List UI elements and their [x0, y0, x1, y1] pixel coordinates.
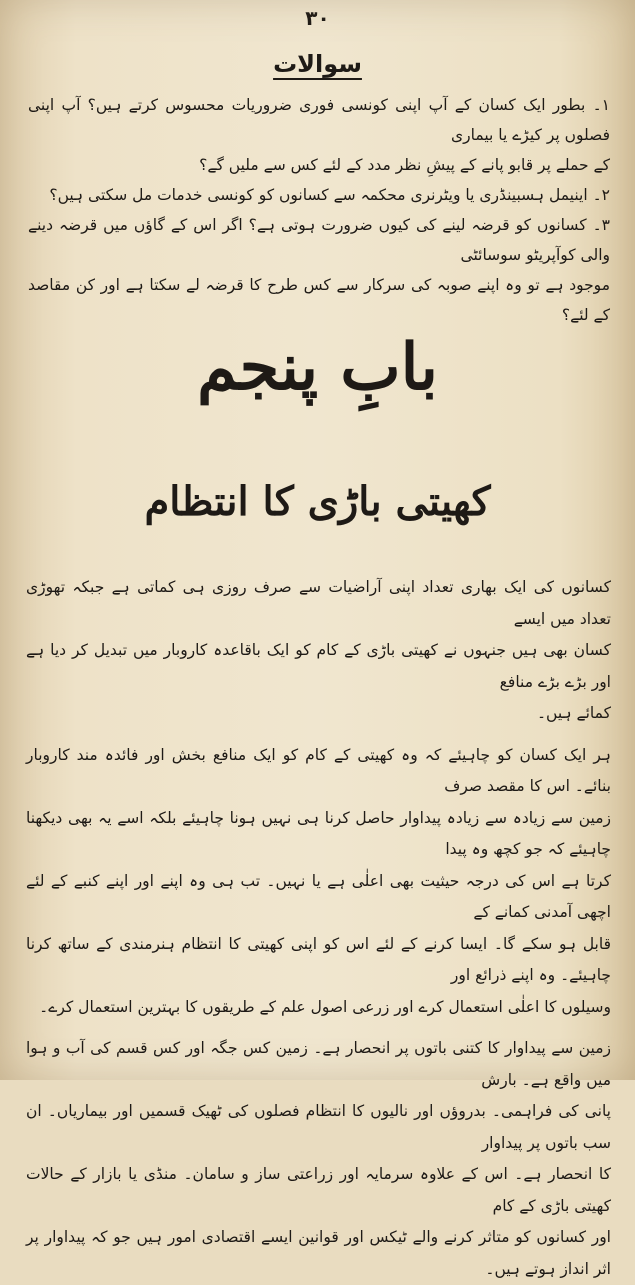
question-line: ۳۔ کسانوں کو قرضہ لینے کی کیوں ضرورت ہوتی ہے؟ اگر اس کے گاؤں میں قرضہ دینے والی کوآپریٹو سوسائٹی — [28, 216, 610, 264]
question-line: ۱۔ بطور ایک کسان کے آپ اپنی کونسی فوری ضروریات محسوس کرتے ہیں؟ آپ اپنی فصلوں پر کیڑے یا بیماری — [28, 96, 610, 144]
paragraph-line: قابل ہو سکے گا۔ ایسا کرنے کے لئے اس کو اپنی کھیتی کا انتظام ہنرمندی کے ساتھ کرنا چاہیئے۔ وہ اپنے ذرائع اور — [26, 934, 611, 984]
question-line: کے حملے پر قابو پانے کے پیشِ نظر مدد کے لئے کس سے ملیں گے؟ — [199, 156, 610, 174]
paragraph-line: زمین سے پیداوار کا کتنی باتوں پر انحصار ہے۔ زمین کس جگہ اور کس قسم کی آب و ہوا میں واقع ہے۔ بارش — [26, 1039, 611, 1089]
paragraph-line: ہر ایک کسان کو چاہیئے کہ وہ کھیتی کے کام کو ایک منافع بخش اور فائدہ مند کاروبار بنائے۔ اس کا مقصد صرف — [26, 745, 611, 795]
paragraph-line: کمائے ہیں۔ — [536, 704, 611, 722]
paragraph-line: زمین سے زیادہ سے زیادہ پیداوار حاصل کرنا ہی نہیں ہونا چاہیئے بلکہ اسے یہ بھی دیکھنا چاہیئے کہ جو کچھ وہ پیدا — [26, 808, 611, 858]
paragraph-line: کا انحصار ہے۔ اس کے علاوہ سرمایہ اور زراعتی ساز و سامان۔ منڈی یا بازار کے حالات کھیتی باڑی کے کام — [26, 1165, 611, 1215]
question-line: ۲۔ اینیمل ہسبینڈری یا ویٹرنری محکمہ سے کسانوں کو کونسی خدمات مل سکتی ہیں؟ — [49, 186, 610, 204]
paragraph-line: وسیلوں کا اعلٰی استعمال کرے اور زرعی اصول علم کے طریقوں کا بہترین استعمال کرے۔ — [39, 997, 611, 1016]
chapter-title: بابِ پنجم — [197, 330, 438, 405]
paragraph-gap — [26, 730, 611, 740]
paragraph-line: کرتا ہے اس کی درجہ حیثیت بھی اعلٰی ہے یا نہیں۔ تب ہی وہ اپنے اور اپنے کنبے کے لئے اچھی آمدنی کمانے کے — [26, 871, 611, 921]
questions-heading: سوالات — [273, 50, 362, 78]
paragraph-line: کسانوں کی ایک بھاری تعداد اپنی آراضیات سے صرف روزی ہی کماتی ہے جبکہ تھوڑی تعداد میں ایسے — [26, 578, 611, 628]
paragraph-gap — [26, 1023, 611, 1033]
paragraph-line: اور کسانوں کو متاثر کرنے والے ٹیکس اور قوانین ایسے اقتصادی امور ہیں جو کہ پیداوار پر اثر انداز ہوتے ہیں۔ — [26, 1228, 611, 1278]
section-title: کھیتی باڑی کا انتظام — [144, 478, 491, 525]
question-line: موجود ہے تو وہ اپنے صوبہ کی سرکار سے کس طرح کا قرضہ لے سکتا ہے اور کن مقاصد کے لئے؟ — [28, 276, 610, 324]
questions-list — [28, 90, 610, 330]
paragraph-line: کسان بھی ہیں جنہوں نے کھیتی باڑی کے کام کو ایک باقاعدہ کاروبار میں تبدیل کر دیا ہے اور بڑے بڑے منافع — [26, 641, 611, 691]
page-number: ۳۰ — [305, 6, 330, 30]
paragraph-line: پانی کی فراہمی۔ بدروؤں اور نالیوں کا انتظام فصلوں کی ٹھیک قسمیں اور بیماریاں۔ ان سب باتوں پر پیداوار — [26, 1102, 611, 1152]
body-text — [26, 572, 611, 1285]
